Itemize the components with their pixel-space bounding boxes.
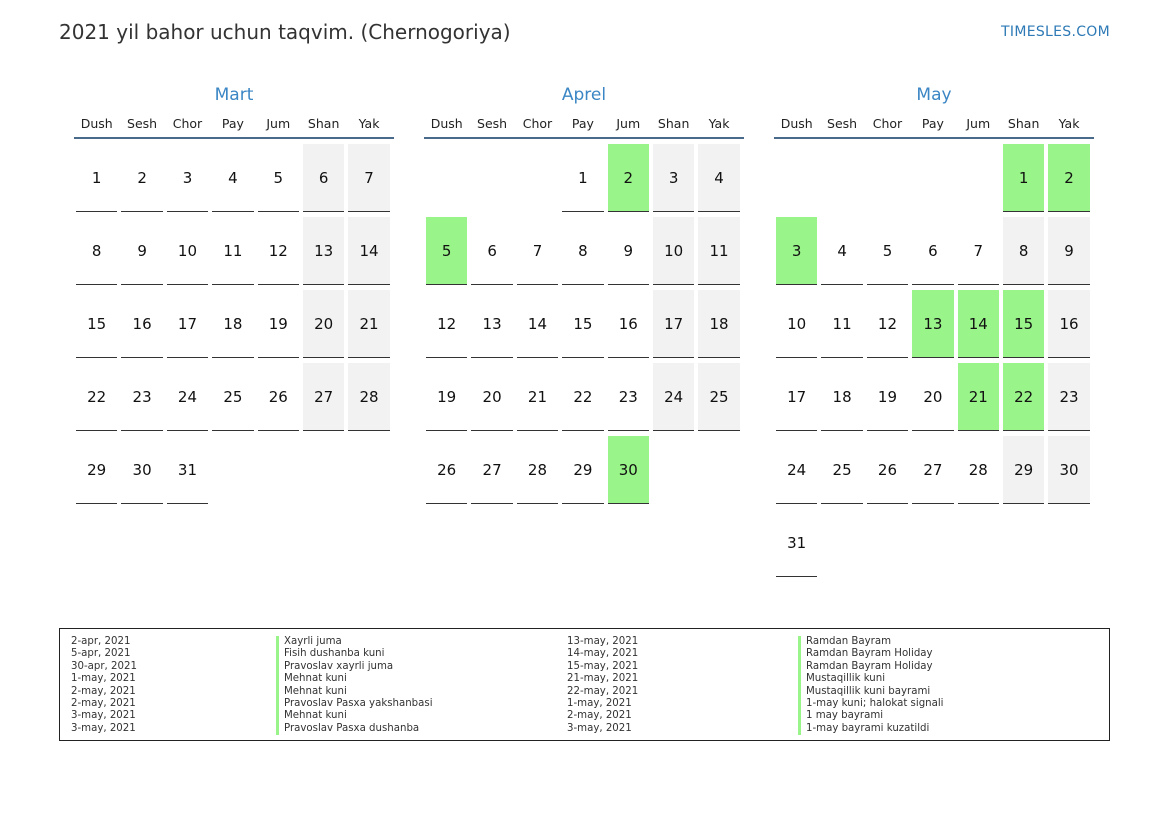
empty-day-cell [867, 509, 908, 577]
week-row [424, 144, 744, 217]
day-cell[interactable]: 24 [776, 436, 817, 504]
day-cell[interactable]: 7 [517, 217, 558, 285]
weekday-label: Jum [266, 116, 291, 131]
day-cell[interactable]: 9 [1048, 217, 1089, 285]
empty-day-cell [958, 144, 999, 212]
day-cell[interactable]: 12 [258, 217, 299, 285]
weekday-label: Dush [430, 116, 463, 131]
empty-day-cell [517, 144, 558, 212]
legend-holiday-name: Mustaqillik kuni [798, 673, 944, 685]
day-cell[interactable]: 5 [867, 217, 908, 285]
legend-date: 30-apr, 2021 [71, 660, 137, 672]
holiday-day-cell[interactable]: 22 [1003, 363, 1044, 431]
week-row [424, 290, 744, 363]
weekday-label: Pay [921, 116, 944, 131]
week-row [774, 363, 1094, 436]
weekday-header [424, 116, 744, 139]
weekday-label: Sesh [477, 116, 508, 131]
weekday-label: Chor [172, 116, 203, 131]
day-cell[interactable]: 18 [698, 290, 739, 358]
legend-holiday-name: Pravoslav Pasxa yakshanbasi [276, 698, 433, 710]
legend-date: 13-may, 2021 [567, 636, 639, 647]
day-cell[interactable]: 20 [912, 363, 953, 431]
week-row [774, 290, 1094, 363]
day-cell[interactable]: 19 [867, 363, 908, 431]
day-cell[interactable]: 8 [76, 217, 117, 285]
empty-day-cell [212, 436, 253, 504]
legend-holiday-name: Xayrli juma [276, 636, 433, 648]
legend-date: 2-may, 2021 [567, 710, 632, 722]
legend-holiday-name: Fisih dushanba kuni [276, 648, 433, 660]
day-cell[interactable]: 14 [517, 290, 558, 358]
legend-dates-right [567, 636, 638, 735]
holiday-day-cell[interactable]: 21 [958, 363, 999, 431]
day-cell[interactable]: 24 [167, 363, 208, 431]
legend-date: 3-may, 2021 [71, 710, 136, 722]
day-grid [74, 144, 394, 509]
legend-holiday-name: 1-may bayrami kuzatildi [798, 723, 944, 735]
empty-day-cell [698, 436, 739, 504]
empty-day-cell [1048, 509, 1089, 577]
month-aprel [424, 84, 744, 509]
empty-day-cell [821, 144, 862, 212]
day-cell[interactable]: 2 [121, 144, 162, 212]
weekday-label: Pay [221, 116, 244, 131]
empty-day-cell [653, 436, 694, 504]
day-cell[interactable]: 10 [167, 217, 208, 285]
legend-date: 21-may, 2021 [567, 673, 639, 685]
empty-day-cell [912, 509, 953, 577]
legend-holiday-name: Pravoslav Pasxa dushanba [276, 723, 433, 735]
legend-holiday-name: Pravoslav xayrli juma [276, 661, 433, 673]
empty-day-cell [776, 144, 817, 212]
day-cell[interactable]: 13 [303, 217, 344, 285]
day-cell[interactable]: 17 [653, 290, 694, 358]
week-row [74, 144, 394, 217]
day-cell[interactable]: 14 [348, 217, 389, 285]
weekday-label: Jum [966, 116, 991, 131]
day-cell[interactable]: 9 [608, 217, 649, 285]
day-cell[interactable]: 9 [121, 217, 162, 285]
day-cell[interactable]: 16 [121, 290, 162, 358]
legend-date: 3-may, 2021 [567, 722, 632, 734]
day-cell[interactable]: 13 [471, 290, 512, 358]
day-cell[interactable]: 30 [1048, 436, 1089, 504]
day-cell[interactable]: 24 [653, 363, 694, 431]
holiday-day-cell[interactable]: 3 [776, 217, 817, 285]
empty-day-cell [348, 436, 389, 504]
day-cell[interactable]: 15 [562, 290, 603, 358]
legend-date: 5-apr, 2021 [71, 648, 131, 660]
legend-dates-left [71, 636, 137, 735]
legend-names-right [798, 636, 944, 735]
empty-day-cell [912, 144, 953, 212]
day-grid [424, 144, 744, 509]
day-cell[interactable]: 29 [76, 436, 117, 504]
day-cell[interactable]: 28 [958, 436, 999, 504]
empty-day-cell [1003, 509, 1044, 577]
legend-holiday-name: Ramdan Bayram Holiday [798, 661, 944, 673]
day-cell[interactable]: 21 [348, 290, 389, 358]
day-cell[interactable]: 31 [167, 436, 208, 504]
day-cell[interactable]: 29 [1003, 436, 1044, 504]
legend-date: 14-may, 2021 [567, 648, 639, 660]
legend-holiday-name: Mehnat kuni [276, 710, 433, 722]
week-row [774, 509, 1094, 582]
legend-holiday-name: 1 may bayrami [798, 710, 944, 722]
holiday-day-cell[interactable]: 30 [608, 436, 649, 504]
day-cell[interactable]: 25 [821, 436, 862, 504]
page-title: 2021 yil bahor uchun taqvim. (Chernogoriya) [59, 20, 511, 44]
weekday-label: Yak [1058, 116, 1080, 131]
holiday-day-cell[interactable]: 2 [608, 144, 649, 212]
weekday-label: Dush [780, 116, 813, 131]
legend-names-left [276, 636, 433, 735]
day-cell[interactable]: 20 [303, 290, 344, 358]
day-cell[interactable]: 11 [698, 217, 739, 285]
weekday-label: Chor [522, 116, 553, 131]
month-may [774, 84, 1094, 582]
day-cell[interactable]: 3 [653, 144, 694, 212]
day-cell[interactable]: 6 [303, 144, 344, 212]
legend-date: 3-may, 2021 [71, 722, 136, 734]
empty-day-cell [821, 509, 862, 577]
day-cell[interactable]: 25 [212, 363, 253, 431]
day-cell[interactable]: 19 [426, 363, 467, 431]
day-cell[interactable]: 27 [303, 363, 344, 431]
empty-day-cell [258, 436, 299, 504]
day-cell[interactable]: 27 [912, 436, 953, 504]
empty-day-cell [867, 144, 908, 212]
day-cell[interactable]: 15 [76, 290, 117, 358]
empty-day-cell [303, 436, 344, 504]
day-cell[interactable]: 17 [167, 290, 208, 358]
day-cell[interactable]: 21 [517, 363, 558, 431]
week-row [774, 217, 1094, 290]
day-cell[interactable]: 22 [562, 363, 603, 431]
weekday-label: Yak [358, 116, 380, 131]
month-title: Mart [214, 85, 254, 105]
day-cell[interactable]: 19 [258, 290, 299, 358]
day-cell[interactable]: 8 [562, 217, 603, 285]
legend-date: 2-apr, 2021 [71, 636, 131, 647]
day-cell[interactable]: 25 [698, 363, 739, 431]
weekday-label: Jum [616, 116, 641, 131]
weekday-label: Pay [571, 116, 594, 131]
legend-holiday-name: Mehnat kuni [276, 686, 433, 698]
empty-day-cell [471, 144, 512, 212]
day-cell[interactable]: 18 [821, 363, 862, 431]
week-row [774, 436, 1094, 509]
day-cell[interactable]: 7 [348, 144, 389, 212]
legend-holiday-name: 1-may kuni; halokat signali [798, 698, 944, 710]
holiday-day-cell[interactable]: 15 [1003, 290, 1044, 358]
day-cell[interactable]: 16 [608, 290, 649, 358]
weekday-label: Shan [1007, 116, 1040, 131]
day-cell[interactable]: 31 [776, 509, 817, 577]
legend-date: 15-may, 2021 [567, 660, 639, 672]
month-mart [74, 84, 394, 509]
legend-date: 2-may, 2021 [71, 697, 136, 709]
weekday-label: Chor [872, 116, 903, 131]
weekday-label: Dush [80, 116, 113, 131]
day-cell[interactable]: 22 [76, 363, 117, 431]
day-cell[interactable]: 23 [1048, 363, 1089, 431]
day-cell[interactable]: 10 [776, 290, 817, 358]
legend-holiday-name: Mehnat kuni [276, 673, 433, 685]
holiday-day-cell[interactable]: 1 [1003, 144, 1044, 212]
day-cell[interactable]: 6 [912, 217, 953, 285]
day-cell[interactable]: 16 [1048, 290, 1089, 358]
holiday-legend [59, 628, 1110, 741]
day-cell[interactable]: 28 [348, 363, 389, 431]
day-cell[interactable]: 28 [517, 436, 558, 504]
day-cell[interactable]: 11 [212, 217, 253, 285]
day-cell[interactable]: 30 [121, 436, 162, 504]
day-cell[interactable]: 12 [426, 290, 467, 358]
day-cell[interactable]: 7 [958, 217, 999, 285]
day-cell[interactable]: 12 [867, 290, 908, 358]
day-cell[interactable]: 10 [653, 217, 694, 285]
day-cell[interactable]: 27 [471, 436, 512, 504]
day-cell[interactable]: 11 [821, 290, 862, 358]
weekday-header [74, 116, 394, 139]
week-row [424, 217, 744, 290]
weekday-label: Sesh [127, 116, 158, 131]
day-cell[interactable]: 23 [608, 363, 649, 431]
holiday-day-cell[interactable]: 13 [912, 290, 953, 358]
month-title: Aprel [561, 85, 607, 105]
holiday-day-cell[interactable]: 2 [1048, 144, 1089, 212]
legend-holiday-name: Ramdan Bayram [798, 636, 944, 648]
legend-date: 1-may, 2021 [71, 673, 136, 685]
weekday-label: Shan [657, 116, 690, 131]
legend-holiday-name: Ramdan Bayram Holiday [798, 648, 944, 660]
brand-link[interactable]: TIMESLES.COM [1001, 24, 1110, 40]
holiday-day-cell[interactable]: 14 [958, 290, 999, 358]
day-cell[interactable]: 23 [121, 363, 162, 431]
day-cell[interactable]: 17 [776, 363, 817, 431]
day-cell[interactable]: 4 [212, 144, 253, 212]
weekday-label: Yak [708, 116, 730, 131]
day-cell[interactable]: 20 [471, 363, 512, 431]
weekday-header [774, 116, 1094, 139]
day-cell[interactable]: 26 [426, 436, 467, 504]
week-row [74, 217, 394, 290]
day-cell[interactable]: 6 [471, 217, 512, 285]
legend-date: 22-may, 2021 [567, 685, 639, 697]
week-row [424, 436, 744, 509]
day-cell[interactable]: 29 [562, 436, 603, 504]
week-row [74, 290, 394, 363]
day-cell[interactable]: 5 [258, 144, 299, 212]
empty-day-cell [958, 509, 999, 577]
day-cell[interactable]: 18 [212, 290, 253, 358]
week-row [774, 144, 1094, 217]
month-title: May [916, 85, 952, 105]
empty-day-cell [426, 144, 467, 212]
holiday-day-cell[interactable]: 5 [426, 217, 467, 285]
week-row [74, 436, 394, 509]
day-cell[interactable]: 1 [76, 144, 117, 212]
week-row [74, 363, 394, 436]
day-cell[interactable]: 26 [867, 436, 908, 504]
day-cell[interactable]: 4 [821, 217, 862, 285]
week-row [424, 363, 744, 436]
weekday-label: Sesh [827, 116, 858, 131]
day-cell[interactable]: 26 [258, 363, 299, 431]
day-grid [774, 144, 1094, 582]
day-cell[interactable]: 4 [698, 144, 739, 212]
day-cell[interactable]: 1 [562, 144, 603, 212]
legend-holiday-name: Mustaqillik kuni bayrami [798, 686, 944, 698]
day-cell[interactable]: 3 [167, 144, 208, 212]
legend-date: 2-may, 2021 [71, 685, 136, 697]
weekday-label: Shan [307, 116, 340, 131]
legend-date: 1-may, 2021 [567, 697, 632, 709]
day-cell[interactable]: 8 [1003, 217, 1044, 285]
